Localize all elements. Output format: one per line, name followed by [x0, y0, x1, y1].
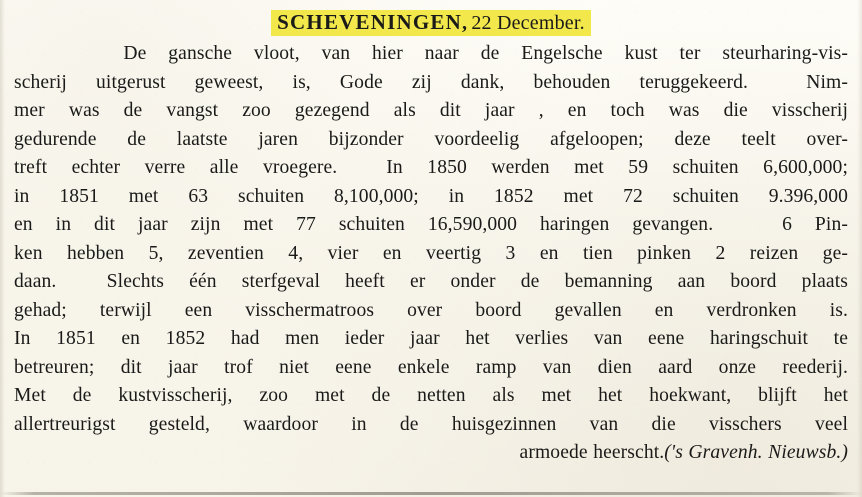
- page-right-edge-shadow: [857, 0, 862, 497]
- body-line: allertreurigst gesteld, waardoor in de huisgezinnen van die visschers veel: [14, 413, 848, 435]
- headline-place: SCHEVENINGEN: [277, 10, 462, 34]
- body-line: scherij uitgerust geweest, is, Gode zij dank, behouden teruggekeerd. Nim-: [14, 71, 848, 93]
- headline-highlighted: [271, 10, 591, 36]
- body-line: gedurende de laatste jaren bijzonder voordeelig afgeloopen; deze teelt over-: [14, 128, 848, 150]
- body-line-text: armoede heerscht.: [519, 442, 665, 463]
- body-line: ken hebben 5, zeventien 4, vier en veertig 3 en tien pinken 2 reizen ge-: [14, 242, 848, 264]
- body-line: treft echter verre alle vroegere. In 1850 werden met 59 schuiten 6,600,000;: [14, 157, 848, 178]
- body-line: mer was de vangst zoo gezegend als dit jaar , en toch was die visscherij: [14, 100, 848, 121]
- headline-separator: ,: [461, 12, 468, 34]
- body-last-line: [14, 439, 848, 468]
- body-line: in 1851 met 63 schuiten 8,100,000; in 1852 met 72 schuiten 9.396,000: [14, 185, 848, 207]
- article-body: [14, 40, 848, 468]
- headline-row: [14, 10, 848, 36]
- headline-date: 22 December.: [471, 12, 585, 34]
- body-line: gehad; terwijl een visschermatroos over boord gevallen en verdronken is.: [14, 299, 848, 321]
- body-line: De gansche vloot, van hier naar de Engelsche kust ter steurharing-vis-: [14, 43, 848, 64]
- source-credit: ('s Gravenh. Nieuwsb.): [664, 442, 848, 463]
- bottom-rule: [0, 492, 862, 495]
- body-line: daan. Slechts één sterfgeval heeft er onder de bemanning aan boord plaats: [14, 271, 848, 292]
- body-line: In 1851 en 1852 had men ieder jaar het verlies van eene haringschuit te: [14, 328, 848, 349]
- body-line: betreuren; dit jaar trof niet eene enkele ramp van dien aard onze reederij.: [14, 356, 848, 378]
- page-left-edge-shadow: [0, 0, 5, 497]
- body-line: en in dit jaar zijn met 77 schuiten 16,590,000 haringen gevangen. 6 Pin-: [14, 214, 848, 235]
- body-line: Met de kustvisscherij, zoo met de netten als met het hoekwant, blijft het: [14, 385, 848, 406]
